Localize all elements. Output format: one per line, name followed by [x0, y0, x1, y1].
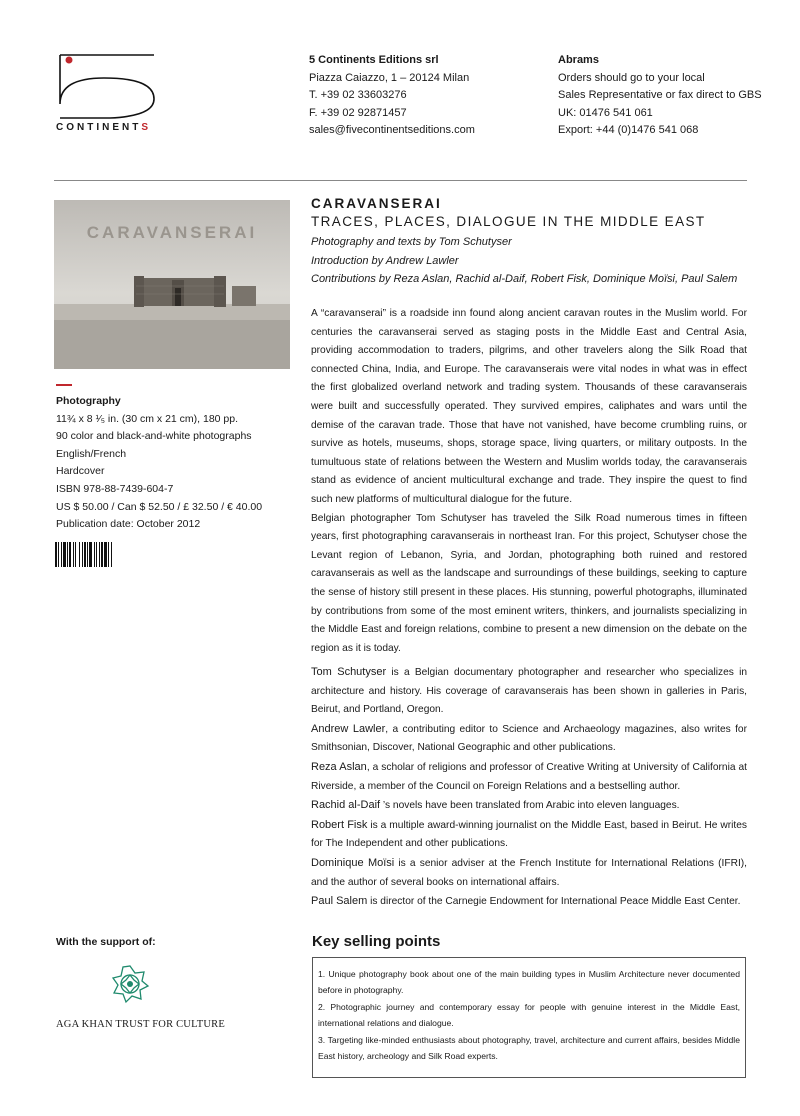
- selling-point: 2. Photographic journey and contemporary essay for people with genuine interest in the Middle East, international relations and dialogue.: [318, 1001, 740, 1029]
- bio-name: Andrew Lawler: [311, 722, 386, 735]
- bio-entry: [311, 854, 747, 892]
- publisher-fax: F. +39 02 92871457: [309, 106, 407, 119]
- bio-text: is director of the Carnegie Endowment for International Peace Middle East Center.: [367, 896, 741, 908]
- bio-name: Tom Schutyser: [311, 666, 387, 678]
- bio-text: ’s novels have been translated from Arabic into eleven languages.: [380, 800, 680, 812]
- selling-point: 3. Targeting like-minded enthusiasts about photography, travel, architecture and current affairs, besides Middle East history, archeology and Silk Road experts.: [318, 1034, 740, 1062]
- bio-text: is a senior adviser at the French Institute for International Relations (IFRI), and the author of several books on international affairs.: [311, 857, 748, 888]
- support-label: With the support of:: [56, 936, 156, 948]
- bio-entry: [311, 663, 747, 720]
- bio-entry: [311, 892, 747, 912]
- publisher-contact: [309, 52, 475, 140]
- bio-entry: [311, 720, 747, 758]
- book-specs: [56, 393, 262, 534]
- key-selling-points-box: [312, 957, 746, 1078]
- spec-language: English/French: [56, 447, 127, 460]
- bio-entry: [311, 816, 747, 854]
- spec-isbn: ISBN 978-88-7439-604-7: [56, 482, 174, 495]
- support-organization: AGA KHAN TRUST FOR CULTURE: [56, 1019, 225, 1030]
- header-divider: [54, 180, 747, 181]
- distributor-export-phone: Export: +44 (0)1476 541 068: [558, 124, 699, 136]
- aga-khan-emblem-icon: [110, 964, 150, 1004]
- spec-price: US $ 50.00 / Can $ 52.50 / £ 32.50 / € 40.00: [56, 500, 263, 513]
- logo-wordmark: CONTINENTS: [56, 122, 152, 133]
- publisher-name: 5 Continents Editions srl: [309, 54, 439, 66]
- selling-point: 1. Unique photography book about one of the main building types in Muslim Architecture never documented before in photography.: [318, 969, 740, 996]
- barcode-icon: [55, 542, 147, 567]
- contributor-bios: [311, 663, 747, 912]
- bio-name: Reza Aslan: [311, 760, 367, 773]
- description-paragraph: Belgian photographer Tom Schutyser has traveled the Silk Road numerous times in fifteen years, first photographing caravanserais in northeast Iran. For this project, Schutyser chose the Levant region of Lebanon, Syria, and Jordan, photographing both ruined and restored caravanserais as well as the landscape and surroundings of these buildings, seeking to capture the sense of history still present in these places. His stunning, powerful photographs, illuminated by contributions from some of the most eminent writers, thinkers, and journalists specializing in the Middle East and foreign relations, combine to present a new dimension on the debate on the region as it is today.: [311, 512, 747, 654]
- spec-binding: Hardcover: [56, 465, 105, 478]
- book-title: CARAVANSERAI: [311, 196, 442, 211]
- distributor-line: Orders should go to your local: [558, 71, 705, 84]
- distributor-name: Abrams: [558, 54, 599, 66]
- publisher-email[interactable]: sales@fivecontinentseditions.com: [309, 124, 475, 136]
- bio-text: is a multiple award-winning journalist on the Middle East, based in Beirut. He writes for The Independent and other publications.: [311, 819, 747, 850]
- bio-text: , a contributing editor to Science and Archaeology magazines, also writes for Smithsonian, Discover, National Geographic and other publications.: [311, 723, 747, 754]
- book-subtitle: TRACES, PLACES, DIALOGUE IN THE MIDDLE EAST: [311, 214, 706, 229]
- book-cover-image: [54, 200, 290, 369]
- bio-name: Rachid al-Daif: [311, 799, 381, 812]
- spec-photographs: 90 color and black-and-white photographs: [56, 430, 252, 443]
- key-selling-points-title: Key selling points: [312, 933, 441, 950]
- publisher-address: Piazza Caiazzo, 1 – 20124 Milan: [309, 71, 470, 84]
- accent-rule: [56, 384, 72, 386]
- bio-entry: [311, 796, 747, 816]
- bio-entry: [311, 758, 747, 796]
- spec-dimensions: 11¾ x 8 ¹⁄₅ in. (30 cm x 21 cm), 180 pp.: [56, 412, 239, 425]
- book-credits: [311, 233, 737, 289]
- category-label: Photography: [56, 395, 121, 407]
- book-description: [311, 305, 747, 658]
- credit-line: Introduction by Andrew Lawler: [311, 254, 459, 267]
- credit-line: Photography and texts by Tom Schutyser: [311, 236, 512, 248]
- credit-line: Contributions by Reza Aslan, Rachid al-Daif, Robert Fisk, Dominique Moïsi, Paul Salem: [311, 273, 738, 285]
- bio-name: Paul Salem: [311, 895, 368, 908]
- cover-illustration: [54, 200, 290, 369]
- publisher-phone: T. +39 02 33603276: [309, 89, 407, 101]
- distributor-line: Sales Representative or fax direct to GBS: [558, 89, 762, 101]
- spec-publication-date: Publication date: October 2012: [56, 518, 201, 531]
- distributor-uk-phone: UK: 01476 541 061: [558, 106, 653, 119]
- bio-text: is a Belgian documentary photographer and researcher who specializes in architecture and history. His coverage of caravanserais has been shown in galleries in Paris, Beirut, and Portland, Oregon.: [311, 667, 747, 716]
- bio-name: Robert Fisk: [311, 818, 368, 831]
- cover-title: CARAVANSERAI: [86, 223, 258, 242]
- bio-name: Dominique Moïsi: [311, 856, 395, 869]
- description-paragraph: A “caravanserai” is a roadside inn found along ancient caravan routes in the Muslim world. For centuries the caravanserai served as staging posts in the Middle East and Central Asia, providing accommodation to traders, pilgrims, and other travelers along the Silk Road that connected China, India, and Europe. The caravanserais were vital nodes in what was in effect the first globalized overland network and trading system. Thousands of these caravanserais were built and successfully operated. They survived empires, caliphates and wars until the demise of the caravan trade. Those that have not vanished, have become crumbling ruins, or survive as hotels, museums, shops, storage space, living quarters, or military outposts. In the tumultuous state of relations between the Western and Muslim worlds today, the caravanserais stand as evidence of ancient multicultural exchange and trade. They inspire the quest to find such new platforms of multicultural dialogue for the future.: [311, 308, 747, 505]
- distributor-contact: [558, 52, 762, 140]
- bio-text: , a scholar of religions and professor of Creative Writing at University of California at Riverside, a member of the Council on Foreign Relations and a bestselling author.: [311, 761, 748, 792]
